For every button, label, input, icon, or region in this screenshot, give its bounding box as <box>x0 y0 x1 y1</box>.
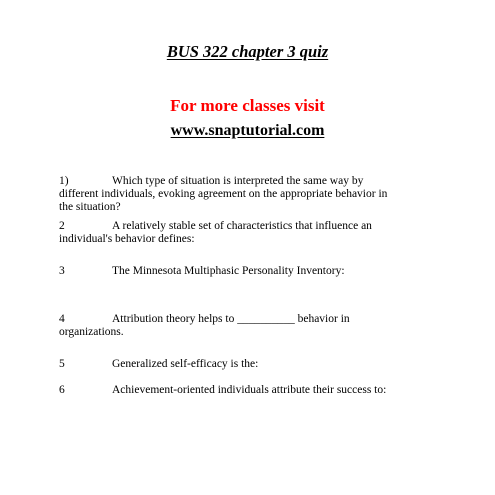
promo-text: For more classes visit <box>170 96 325 115</box>
question-text: Generalized self-efficacy is the: <box>112 358 259 370</box>
question-text-continued: individual's behavior defines: <box>59 233 195 245</box>
question-text: The Minnesota Multiphasic Personality Inventory: <box>112 265 345 277</box>
document-title: BUS 322 chapter 3 quiz <box>166 42 329 61</box>
site-link[interactable]: www.snaptutorial.com <box>170 122 325 139</box>
question-number: 3 <box>59 265 65 277</box>
question-4 <box>59 313 409 339</box>
question-1 <box>59 175 409 214</box>
question-number: 1) <box>59 175 69 187</box>
question-text-continued: different individuals, evoking agreement on the appropriate behavior in <box>59 188 388 200</box>
question-2 <box>59 220 409 246</box>
question-text: Which type of situation is interpreted the same way by <box>112 175 364 187</box>
question-number: 4 <box>59 313 65 325</box>
question-number: 5 <box>59 358 65 370</box>
question-number: 2 <box>59 220 65 232</box>
question-text-continued: organizations. <box>59 326 124 338</box>
question-number: 6 <box>59 384 65 396</box>
question-text-continued: the situation? <box>59 201 121 213</box>
question-text: Attribution theory helps to __________ behavior in <box>112 313 350 325</box>
question-text: A relatively stable set of characteristics that influence an <box>112 220 372 232</box>
question-6 <box>59 384 409 397</box>
question-5 <box>59 358 409 371</box>
question-3 <box>59 265 409 278</box>
question-text: Achievement-oriented individuals attribute their success to: <box>112 384 387 396</box>
